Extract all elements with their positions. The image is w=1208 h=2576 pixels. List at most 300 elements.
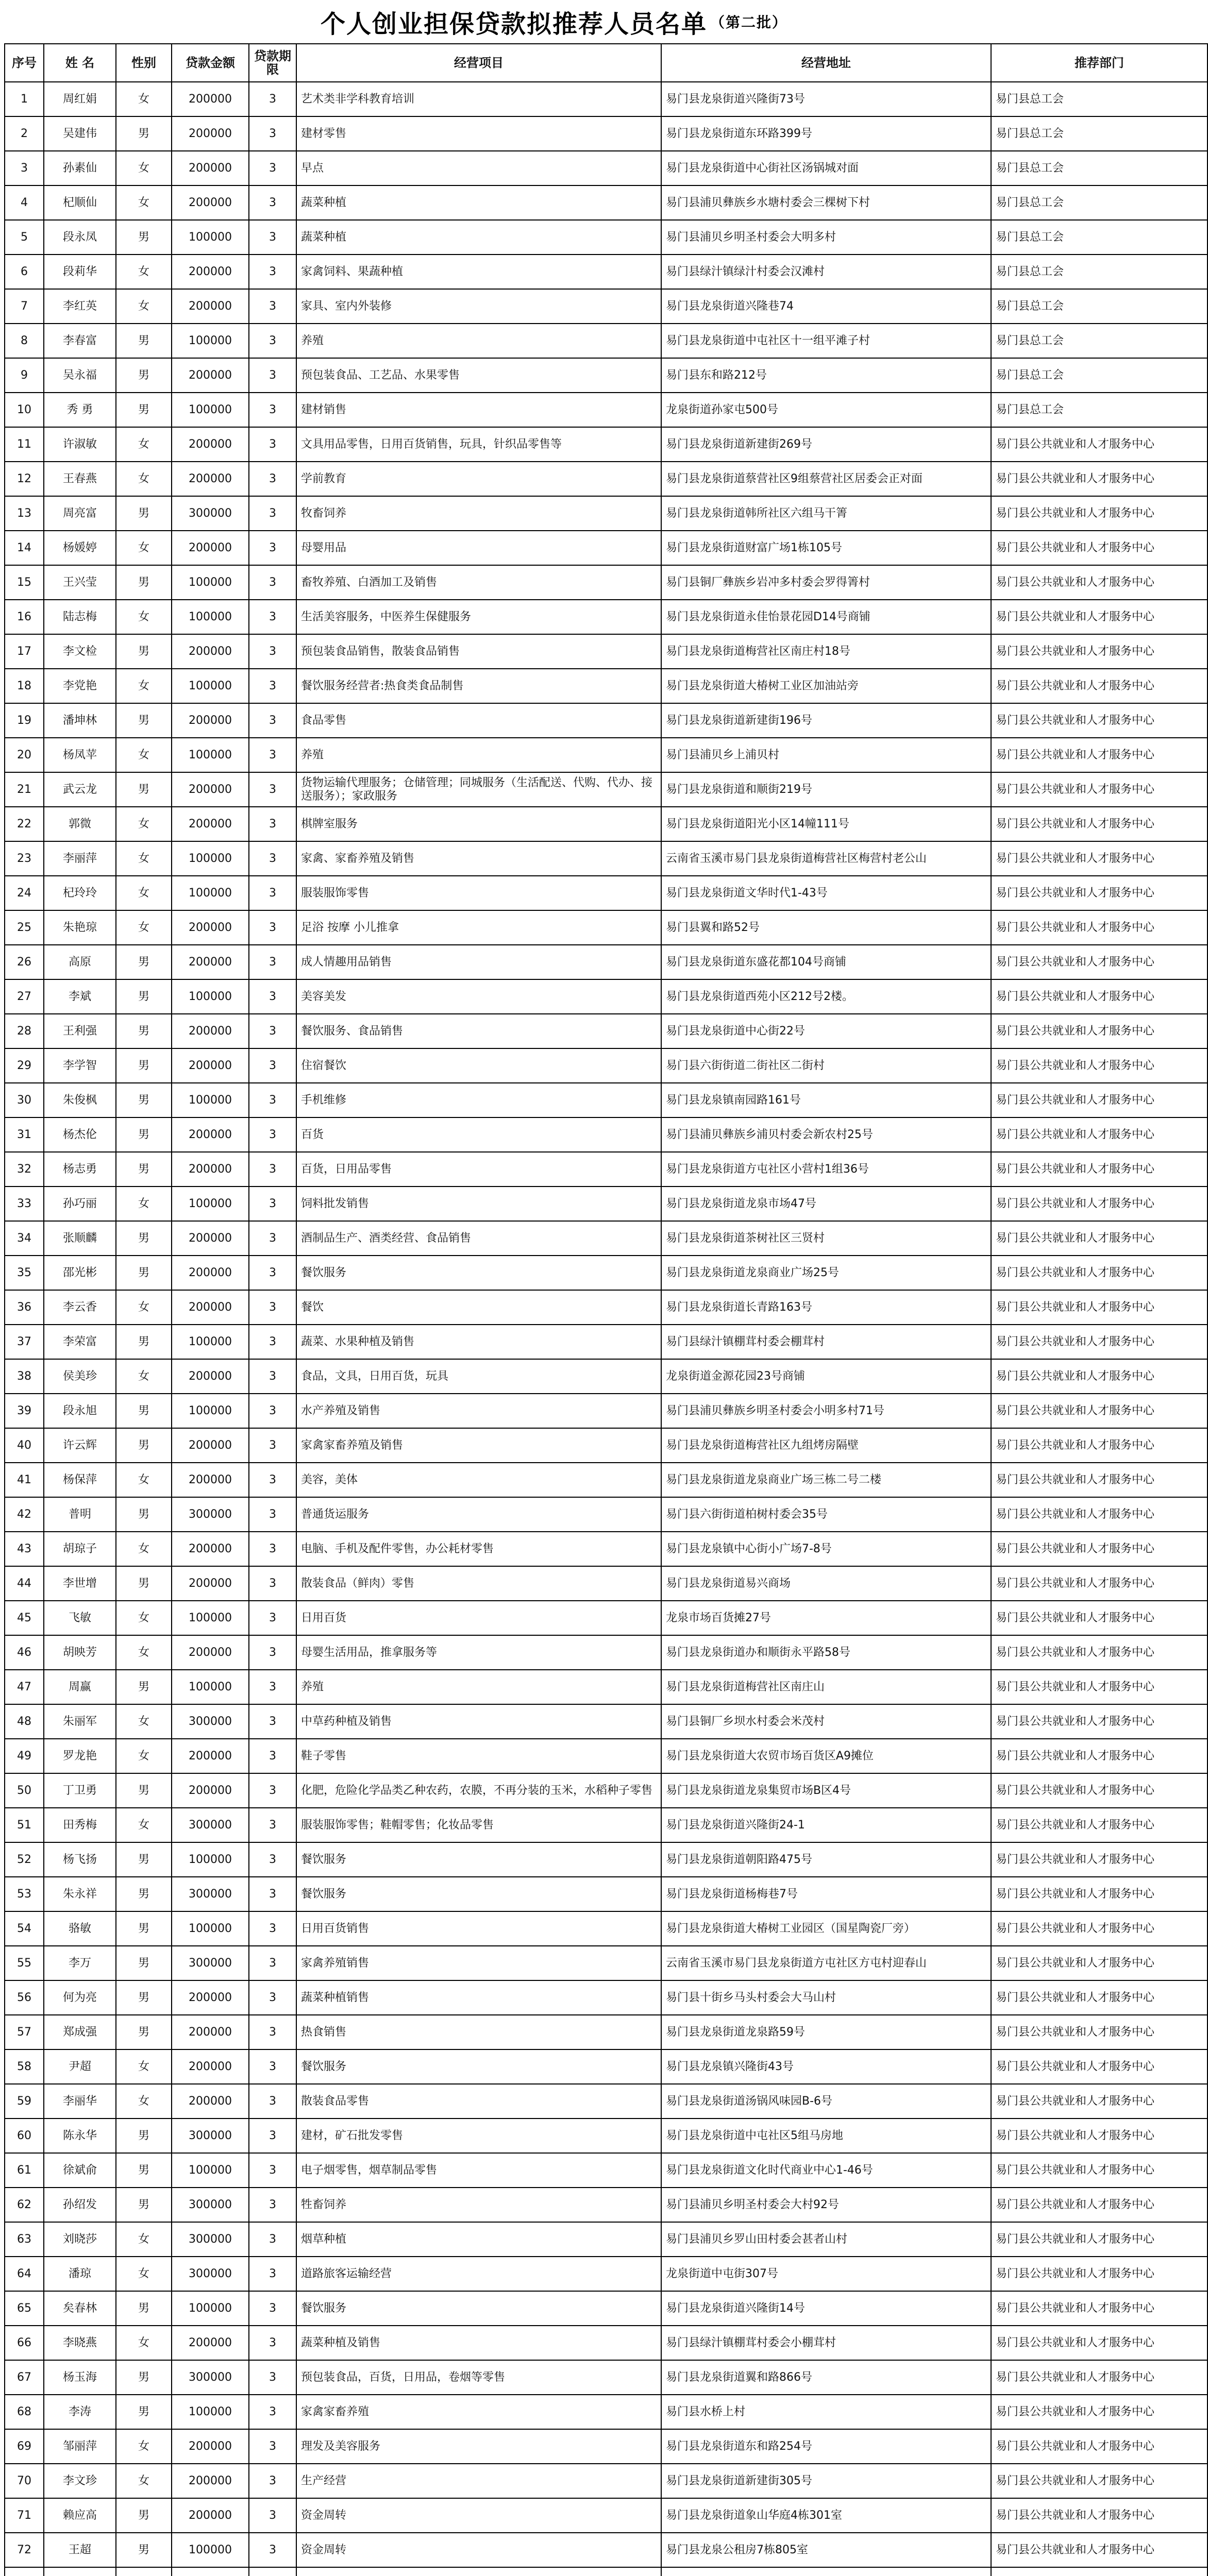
cell-business-address: 易门县六街街道二街社区二街村 [661,1048,991,1083]
cell-recommending-dept: 易门县公共就业和人才服务中心 [991,1497,1207,1532]
cell-business-address: 易门县浦贝乡上浦贝村 [661,738,991,772]
cell-index: 11 [5,427,44,462]
cell-business-address: 易门县龙泉街道中心街社区汤锅城对面 [661,151,991,185]
cell-gender: 女 [116,1359,172,1394]
cell-business-address: 易门县龙泉街道梅营社区九组烤房隔壁 [661,1428,991,1463]
cell-business-address: 易门县龙泉街道中屯社区5组马房地 [661,2119,991,2153]
cell-business-item: 美容美发 [296,979,661,1014]
cell-loan-amount: 200000 [172,1532,249,1566]
cell-business-item: 蔬菜种植销售 [296,1980,661,2015]
cell-business-address: 易门县龙泉街道大农贸市场百货区A9摊位 [661,1739,991,1773]
cell-name: 邵光彬 [44,1256,116,1290]
cell-loan-term: 3 [249,738,296,772]
cell-loan-amount [172,2567,249,2576]
cell-name: 胡琼子 [44,1532,116,1566]
cell-loan-term: 3 [249,979,296,1014]
header-loan-amount: 贷款金额 [172,44,249,82]
cell-recommending-dept: 易门县公共就业和人才服务中心 [991,1290,1207,1325]
table-row [5,2291,1207,2326]
cell-loan-term: 3 [249,2188,296,2222]
cell-business-address: 易门县龙泉街道永佳怡景花园D14号商铺 [661,600,991,634]
header-index: 序号 [5,44,44,82]
table-row [5,1670,1207,1704]
cell-recommending-dept: 易门县公共就业和人才服务中心 [991,1601,1207,1635]
cell-loan-amount: 200000 [172,82,249,116]
cell-loan-term: 3 [249,1463,296,1497]
cell-recommending-dept: 易门县总工会 [991,255,1207,289]
cell-gender: 女 [116,462,172,496]
cell-loan-amount: 300000 [172,2119,249,2153]
cell-business-item: 资金周转 [296,2498,661,2533]
cell-gender: 男 [116,2188,172,2222]
table-row [5,1911,1207,1946]
cell-loan-term: 3 [249,2049,296,2084]
cell-index: 34 [5,1221,44,1256]
cell-business-address: 易门县龙泉街道汤锅风味园B-6号 [661,2084,991,2119]
cell-index: 32 [5,1152,44,1187]
cell-gender: 女 [116,2326,172,2360]
cell-name: 王利强 [44,1014,116,1048]
cell-loan-term: 3 [249,427,296,462]
cell-recommending-dept: 易门县公共就业和人才服务中心 [991,1256,1207,1290]
cell-index: 46 [5,1635,44,1670]
cell-loan-term: 3 [249,1980,296,2015]
cell-recommending-dept: 易门县公共就业和人才服务中心 [991,1117,1207,1152]
cell-business-item: 货物运输代理服务；仓储管理；同城服务（生活配送、代购、代办、接送服务）；家政服务 [296,772,661,807]
cell-index: 57 [5,2015,44,2049]
cell-business-item: 烟草种植 [296,2222,661,2257]
cell-gender: 女 [116,1601,172,1635]
cell-business-address: 易门县龙泉街道中屯社区十一组平滩子村 [661,324,991,358]
cell-business-address: 龙泉街道中屯街307号 [661,2257,991,2291]
cell-index: 50 [5,1773,44,1808]
cell-gender: 女 [116,1808,172,1842]
cell-loan-term: 3 [249,2498,296,2533]
cell-business-address: 易门县铜厂乡坝水村委会米茂村 [661,1704,991,1739]
cell-gender: 男 [116,1877,172,1911]
cell-recommending-dept: 易门县公共就业和人才服务中心 [991,2360,1207,2395]
cell-loan-term: 3 [249,1704,296,1739]
cell-gender: 女 [116,185,172,220]
table-row [5,876,1207,910]
header-row [5,44,1207,82]
cell-gender: 男 [116,2498,172,2533]
cell-loan-amount: 200000 [172,531,249,565]
cell-recommending-dept: 易门县公共就业和人才服务中心 [991,1014,1207,1048]
cell-loan-term: 3 [249,876,296,910]
table-row [5,116,1207,151]
cell-index: 18 [5,669,44,703]
cell-index: 24 [5,876,44,910]
cell-business-address: 易门县浦贝彝族乡明圣村委会小明多村71号 [661,1394,991,1428]
cell-business-item: 餐饮 [296,1290,661,1325]
cell-loan-term: 3 [249,496,296,531]
recommendation-table [4,43,1208,2576]
cell-name: 徐斌俞 [44,2153,116,2188]
cell-name: 矣春林 [44,2291,116,2326]
cell-index: 33 [5,1187,44,1221]
cell-loan-amount: 100000 [172,1394,249,1428]
table-row [5,496,1207,531]
cell-loan-amount: 200000 [172,1566,249,1601]
cell-gender: 女 [116,289,172,324]
cell-gender: 女 [116,1290,172,1325]
cell-loan-term: 3 [249,1221,296,1256]
cell-loan-amount: 200000 [172,1428,249,1463]
cell-loan-amount: 200000 [172,1117,249,1152]
cell-business-item: 餐饮服务、食品销售 [296,1014,661,1048]
table-row [5,1566,1207,1601]
table-row [5,2326,1207,2360]
cell-recommending-dept: 易门县公共就业和人才服务中心 [991,462,1207,496]
cell-loan-amount: 100000 [172,1083,249,1117]
cell-gender: 男 [116,1256,172,1290]
cell-recommending-dept: 易门县公共就业和人才服务中心 [991,565,1207,600]
cell-business-address: 龙泉街道孙家屯500号 [661,393,991,427]
cell-name: 邹丽萍 [44,2429,116,2464]
cell-name: 李文检 [44,634,116,669]
cell-index: 26 [5,945,44,979]
cell-index: 9 [5,358,44,393]
cell-business-address: 易门县龙泉街道茶树社区三贤村 [661,1221,991,1256]
cell-business-item: 服装服饰零售 [296,876,661,910]
cell-business-address: 易门县浦贝乡明圣村委会大明多村 [661,220,991,255]
cell-loan-amount: 100000 [172,2533,249,2567]
cell-loan-amount: 200000 [172,1290,249,1325]
cell-index: 3 [5,151,44,185]
cell-gender: 男 [116,1980,172,2015]
cell-gender: 男 [116,2153,172,2188]
cell-business-address: 易门县龙泉街道兴隆街14号 [661,2291,991,2326]
table-row [5,1808,1207,1842]
cell-business-item: 中草药种植及销售 [296,1704,661,1739]
table-row [5,255,1207,289]
table-row [5,2257,1207,2291]
cell-gender: 男 [116,945,172,979]
cell-business-item: 日用百货销售 [296,1911,661,1946]
cell-name: 罗龙艳 [44,1739,116,1773]
cell-index: 35 [5,1256,44,1290]
cell-loan-term: 3 [249,1428,296,1463]
table-row [5,2153,1207,2188]
table-row [5,2084,1207,2119]
cell-index: 41 [5,1463,44,1497]
table-row [5,1221,1207,1256]
cell-loan-amount: 300000 [172,1704,249,1739]
cell-loan-amount: 200000 [172,2429,249,2464]
cell-name: 李荣富 [44,1325,116,1359]
cell-index: 16 [5,600,44,634]
cell-index: 39 [5,1394,44,1428]
title-text: 个人创业担保贷款拟推荐人员名单 [320,9,707,39]
cell-recommending-dept: 易门县公共就业和人才服务中心 [991,2533,1207,2567]
cell-recommending-dept: 易门县公共就业和人才服务中心 [991,1842,1207,1877]
cell-business-address: 易门县龙泉街道大椿树工业区加油站旁 [661,669,991,703]
cell-business-address: 云南省玉溪市易门县龙泉街道方屯社区方屯村迎春山 [661,1946,991,1980]
cell-business-address: 易门县浦贝彝族乡水塘村委会三棵树下村 [661,185,991,220]
cell-gender: 男 [116,1842,172,1877]
cell-business-address: 云南省玉溪市易门县龙泉街道梅营社区梅营村老公山 [661,841,991,876]
cell-recommending-dept: 易门县公共就业和人才服务中心 [991,1739,1207,1773]
table-row [5,1773,1207,1808]
cell-business-address: 易门县龙泉街道龙泉集贸市场B区4号 [661,1773,991,1808]
cell-loan-term: 3 [249,1014,296,1048]
table-row [5,1739,1207,1773]
cell-business-address: 易门县龙泉街道文化时代商业中心1-46号 [661,2153,991,2188]
cell-business-address: 易门县六街街道柏树村委会35号 [661,1497,991,1532]
cell-index: 48 [5,1704,44,1739]
cell-gender: 男 [116,496,172,531]
cell-name: 杨凤苹 [44,738,116,772]
cell-gender: 男 [116,1048,172,1083]
cell-loan-amount: 100000 [172,1325,249,1359]
cell-loan-amount: 300000 [172,2222,249,2257]
cell-business-address: 易门县龙泉镇南园路161号 [661,1083,991,1117]
cell-gender: 女 [116,2049,172,2084]
cell-name: 武云龙 [44,772,116,807]
cell-recommending-dept: 易门县公共就业和人才服务中心 [991,2464,1207,2498]
cell-loan-amount: 300000 [172,496,249,531]
cell-gender: 男 [116,1394,172,1428]
cell-gender: 男 [116,1428,172,1463]
table-row [5,2533,1207,2567]
cell-business-address: 易门县龙泉街道东环路399号 [661,116,991,151]
cell-gender: 男 [116,1497,172,1532]
cell-name: 孙素仙 [44,151,116,185]
cell-recommending-dept: 易门县总工会 [991,116,1207,151]
cell-business-item: 生产经营 [296,2464,661,2498]
cell-index: 64 [5,2257,44,2291]
cell-recommending-dept: 易门县公共就业和人才服务中心 [991,496,1207,531]
cell-name: 李世增 [44,1566,116,1601]
cell-business-address: 易门县龙泉街道新建街196号 [661,703,991,738]
cell-loan-term: 3 [249,600,296,634]
cell-business-address: 易门县水桥上村 [661,2395,991,2429]
cell-business-item: 饲料批发销售 [296,1187,661,1221]
cell-business-item: 酒制品生产、酒类经营、食品销售 [296,1221,661,1256]
cell-business-item: 建材零售 [296,116,661,151]
cell-business-item: 餐饮服务 [296,1842,661,1877]
cell-gender: 女 [116,1463,172,1497]
cell-loan-amount: 200000 [172,1152,249,1187]
cell-index: 5 [5,220,44,255]
cell-business-address: 易门县龙泉街道易兴商场 [661,1566,991,1601]
cell-loan-amount: 200000 [172,1980,249,2015]
cell-recommending-dept: 易门县公共就业和人才服务中心 [991,1911,1207,1946]
cell-recommending-dept: 易门县公共就业和人才服务中心 [991,1359,1207,1394]
cell-gender: 女 [116,2084,172,2119]
cell-loan-amount: 200000 [172,1773,249,1808]
cell-name: 赖应高 [44,2498,116,2533]
table-row [5,1048,1207,1083]
cell-loan-amount: 100000 [172,2395,249,2429]
cell-loan-amount: 200000 [172,634,249,669]
cell-loan-term: 3 [249,2360,296,2395]
cell-recommending-dept: 易门县总工会 [991,151,1207,185]
cell-loan-term: 3 [249,1946,296,1980]
cell-loan-amount: 200000 [172,1256,249,1290]
cell-loan-amount: 200000 [172,945,249,979]
cell-business-item: 文具用品零售，日用百货销售，玩具，针织品零售等 [296,427,661,462]
cell-loan-amount: 200000 [172,1048,249,1083]
cell-name: 李丽萍 [44,841,116,876]
cell-loan-term: 3 [249,531,296,565]
cell-name: 高原 [44,945,116,979]
cell-recommending-dept: 易门县公共就业和人才服务中心 [991,2222,1207,2257]
cell-loan-amount: 200000 [172,807,249,841]
cell-business-item: 电脑、手机及配件零售，办公耗材零售 [296,1532,661,1566]
cell-recommending-dept: 易门县公共就业和人才服务中心 [991,427,1207,462]
cell-recommending-dept: 易门县公共就业和人才服务中心 [991,1946,1207,1980]
cell-loan-term: 3 [249,1670,296,1704]
table-row [5,220,1207,255]
cell-name: 许云辉 [44,1428,116,1463]
table-row [5,1359,1207,1394]
cell-business-item: 餐饮服务经营者:热食类食品制售 [296,669,661,703]
cell-business-item: 住宿餐饮 [296,1048,661,1083]
cell-loan-term: 3 [249,669,296,703]
cell-loan-term: 3 [249,393,296,427]
cell-gender: 男 [116,1117,172,1152]
cell-business-item: 餐饮服务 [296,2049,661,2084]
cell-recommending-dept: 易门县公共就业和人才服务中心 [991,2257,1207,2291]
cell-business-item: 建材，矿石批发零售 [296,2119,661,2153]
cell-business-item: 家禽、家畜养殖及销售 [296,841,661,876]
cell-loan-amount: 300000 [172,1497,249,1532]
cell-index: 42 [5,1497,44,1532]
cell-index: 28 [5,1014,44,1048]
cell-loan-term: 3 [249,2153,296,2188]
cell-gender: 男 [116,2395,172,2429]
cell-name: 郑成强 [44,2015,116,2049]
header-gender: 性别 [116,44,172,82]
cell-name: 段永凤 [44,220,116,255]
cell-loan-amount: 100000 [172,1911,249,1946]
cell-index: 25 [5,910,44,945]
cell-index: 31 [5,1117,44,1152]
cell-recommending-dept: 易门县公共就业和人才服务中心 [991,1704,1207,1739]
cell-loan-amount: 100000 [172,2153,249,2188]
cell-business-item: 预包装食品，百货，日用品，卷烟等零售 [296,2360,661,2395]
cell-loan-amount: 200000 [172,2498,249,2533]
cell-index: 55 [5,1946,44,1980]
cell-recommending-dept: 易门县公共就业和人才服务中心 [991,1980,1207,2015]
cell-loan-term: 3 [249,2119,296,2153]
cell-loan-term: 3 [249,1048,296,1083]
cell-recommending-dept: 易门县公共就业和人才服务中心 [991,1428,1207,1463]
cell-loan-amount: 100000 [172,669,249,703]
cell-recommending-dept: 易门县公共就业和人才服务中心 [991,2498,1207,2533]
cell-business-address: 易门县龙泉街道财富广场1栋105号 [661,531,991,565]
cell-business-item: 牲畜饲养 [296,2188,661,2222]
cell-name: 朱俊枫 [44,1083,116,1117]
cell-recommending-dept: 易门县公共就业和人才服务中心 [991,1083,1207,1117]
cell-business-address: 易门县东和路212号 [661,358,991,393]
cell-name: 李丽华 [44,2084,116,2119]
cell-business-item: 普通货运服务 [296,1497,661,1532]
cell-loan-amount: 100000 [172,979,249,1014]
cell-loan-amount: 200000 [172,1635,249,1670]
table-row [5,1601,1207,1635]
cell-name: 胡映芳 [44,1635,116,1670]
cell-name: 李斌 [44,979,116,1014]
cell-index: 47 [5,1670,44,1704]
cell-name: 周亮富 [44,496,116,531]
document-title [0,0,1108,43]
cell-business-address: 易门县龙泉街道文华时代1-43号 [661,876,991,910]
cell-recommending-dept: 易门县总工会 [991,393,1207,427]
cell-loan-amount: 100000 [172,1842,249,1877]
cell-loan-amount: 300000 [172,2188,249,2222]
cell-business-address: 易门县龙泉街道办和顺街永平路58号 [661,1635,991,1670]
cell-recommending-dept: 易门县公共就业和人才服务中心 [991,738,1207,772]
cell-loan-term: 3 [249,703,296,738]
cell-recommending-dept: 易门县公共就业和人才服务中心 [991,2429,1207,2464]
cell-business-item: 家禽养殖销售 [296,1946,661,1980]
cell-loan-term: 3 [249,1601,296,1635]
cell-index: 13 [5,496,44,531]
cell-name: 陈永华 [44,2119,116,2153]
cell-gender: 女 [116,2222,172,2257]
cell-gender: 女 [116,1532,172,1566]
cell-name: 李涛 [44,2395,116,2429]
cell-recommending-dept: 易门县公共就业和人才服务中心 [991,1773,1207,1808]
cell-gender: 男 [116,220,172,255]
cell-index: 51 [5,1808,44,1842]
cell-business-item: 餐饮服务 [296,1877,661,1911]
table-row [5,910,1207,945]
cell-business-item: 散装食品零售 [296,2084,661,2119]
cell-business-address: 易门县十街乡马头村委会大马山村 [661,1980,991,2015]
cell-business-address: 易门县浦贝乡明圣村委会大村92号 [661,2188,991,2222]
cell-recommending-dept: 易门县公共就业和人才服务中心 [991,2084,1207,2119]
cell-loan-term: 3 [249,2222,296,2257]
cell-name: 潘坤林 [44,703,116,738]
cell-name: 杨媛婷 [44,531,116,565]
cell-business-item: 养殖 [296,324,661,358]
cell-recommending-dept: 易门县公共就业和人才服务中心 [991,979,1207,1014]
cell-gender: 男 [116,1670,172,1704]
cell-name: 尹超 [44,2049,116,2084]
cell-loan-amount: 100000 [172,1601,249,1635]
cell-recommending-dept: 易门县总工会 [991,220,1207,255]
cell-loan-term: 3 [249,185,296,220]
cell-index: 56 [5,1980,44,2015]
cell-name: 潘琼 [44,2257,116,2291]
cell-business-address: 易门县龙泉街道杨梅巷7号 [661,1877,991,1911]
cell-business-address: 易门县龙泉街道梅营社区南庄山 [661,1670,991,1704]
cell-business-item: 百货，日用品零售 [296,1152,661,1187]
cell-loan-term: 3 [249,2015,296,2049]
cell-loan-amount: 200000 [172,1359,249,1394]
cell-index: 30 [5,1083,44,1117]
cell-business-item: 电子烟零售，烟草制品零售 [296,2153,661,2188]
cell-loan-amount: 200000 [172,151,249,185]
cell-business-address: 易门县龙泉街道大椿树工业园区（国星陶瓷厂旁） [661,1911,991,1946]
cell-loan-term: 3 [249,1532,296,1566]
cell-index: 44 [5,1566,44,1601]
cell-business-address: 易门县龙泉镇兴隆街43号 [661,2049,991,2084]
cell-name: 杨玉海 [44,2360,116,2395]
cell-business-address: 易门县龙泉街道长青路163号 [661,1290,991,1325]
table-row [5,2498,1207,2533]
cell-index: 20 [5,738,44,772]
cell-recommending-dept: 易门县公共就业和人才服务中心 [991,1635,1207,1670]
table-row [5,324,1207,358]
cell-gender: 男 [116,772,172,807]
cell-gender: 男 [116,1325,172,1359]
cell-recommending-dept: 易门县公共就业和人才服务中心 [991,2049,1207,2084]
